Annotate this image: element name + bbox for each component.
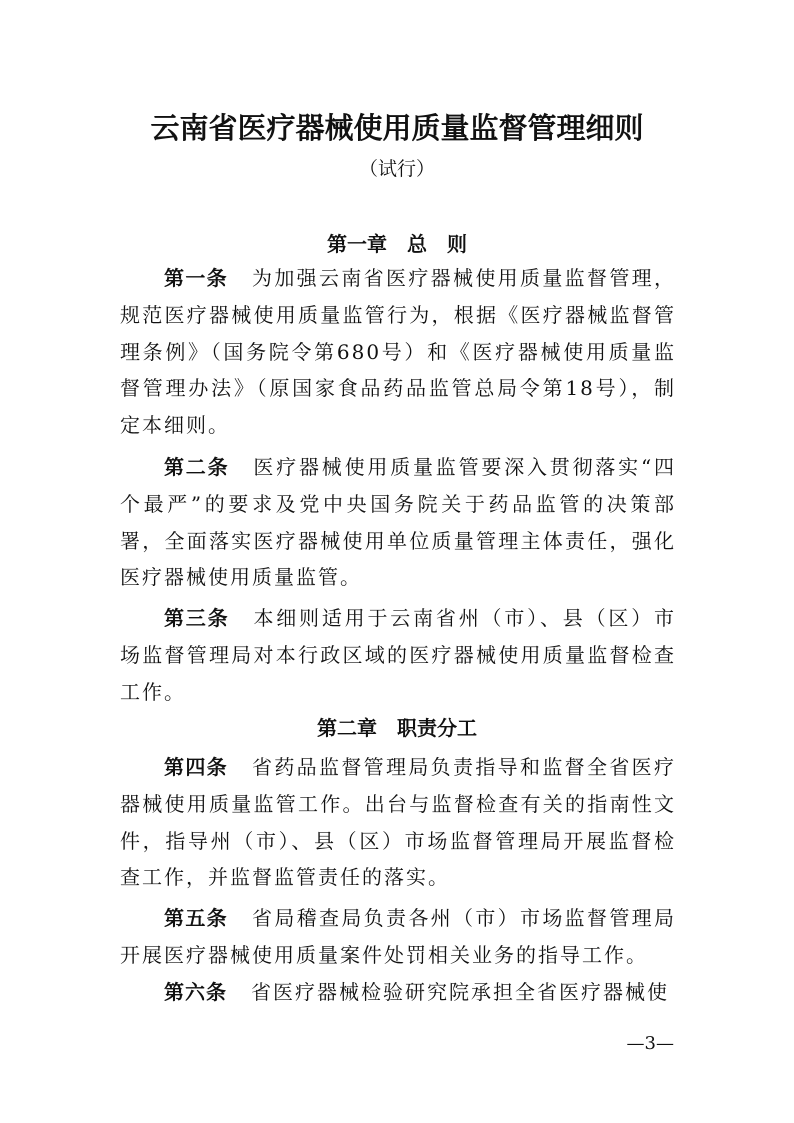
chapter-2-heading: 第二章 职责分工 [317,716,477,740]
article-3-text: 本细则适用于云南省州（市）、县（区）市场监督管理局对本行政区域的医疗器械使用质量监督检查工作。 [120,606,677,704]
chapter-1-heading: 第一章 总 则 [327,232,467,256]
article-6 [120,974,676,1010]
article-4-text: 省药品监督管理局负责指导和监督全省医疗器械使用质量监管工作。出台与监督检查有关的指南性文件，指导州（市）、县（区）市场监督管理局开展监督检查工作，并监督监管责任的落实。 [120,755,676,890]
page-number: —3— [626,1033,674,1054]
article-2 [120,449,676,596]
article-2-text: 医疗器械使用质量监管要深入贯彻落实“四个最严”的要求及党中央国务院关于药品监管的决策部署，全面落实医疗器械使用单位质量管理主体责任，强化医疗器械使用质量监管。 [120,455,677,590]
article-1-label: 第一条 [164,266,228,290]
document-subtitle: （试行） [358,158,435,180]
article-5-label: 第五条 [164,906,228,930]
article-1 [120,260,676,444]
article-6-text: 省医疗器械检验研究院承担全省医疗器械使 [251,980,669,1004]
article-1-text: 为加强云南省医疗器械使用质量监督管理，规范医疗器械使用质量监管行为，根据《医疗器械监督管理条例》（国务院令第680号）和《医疗器械使用质量监督管理办法》（原国家食品药品监管总局令第18号），制定本细则。 [120,266,676,438]
article-4 [120,749,676,896]
document-title: 云南省医疗器械使用质量监督管理细则 [150,111,644,145]
article-5-text: 省局稽查局负责各州（市）市场监督管理局开展医疗器械使用质量案件处罚相关业务的指导工作。 [120,906,676,967]
article-4-label: 第四条 [164,755,228,779]
article-6-label: 第六条 [164,980,227,1004]
article-5 [120,900,676,974]
article-3-label: 第三条 [164,606,230,630]
article-2-label: 第二条 [164,455,230,479]
article-3 [120,600,676,710]
